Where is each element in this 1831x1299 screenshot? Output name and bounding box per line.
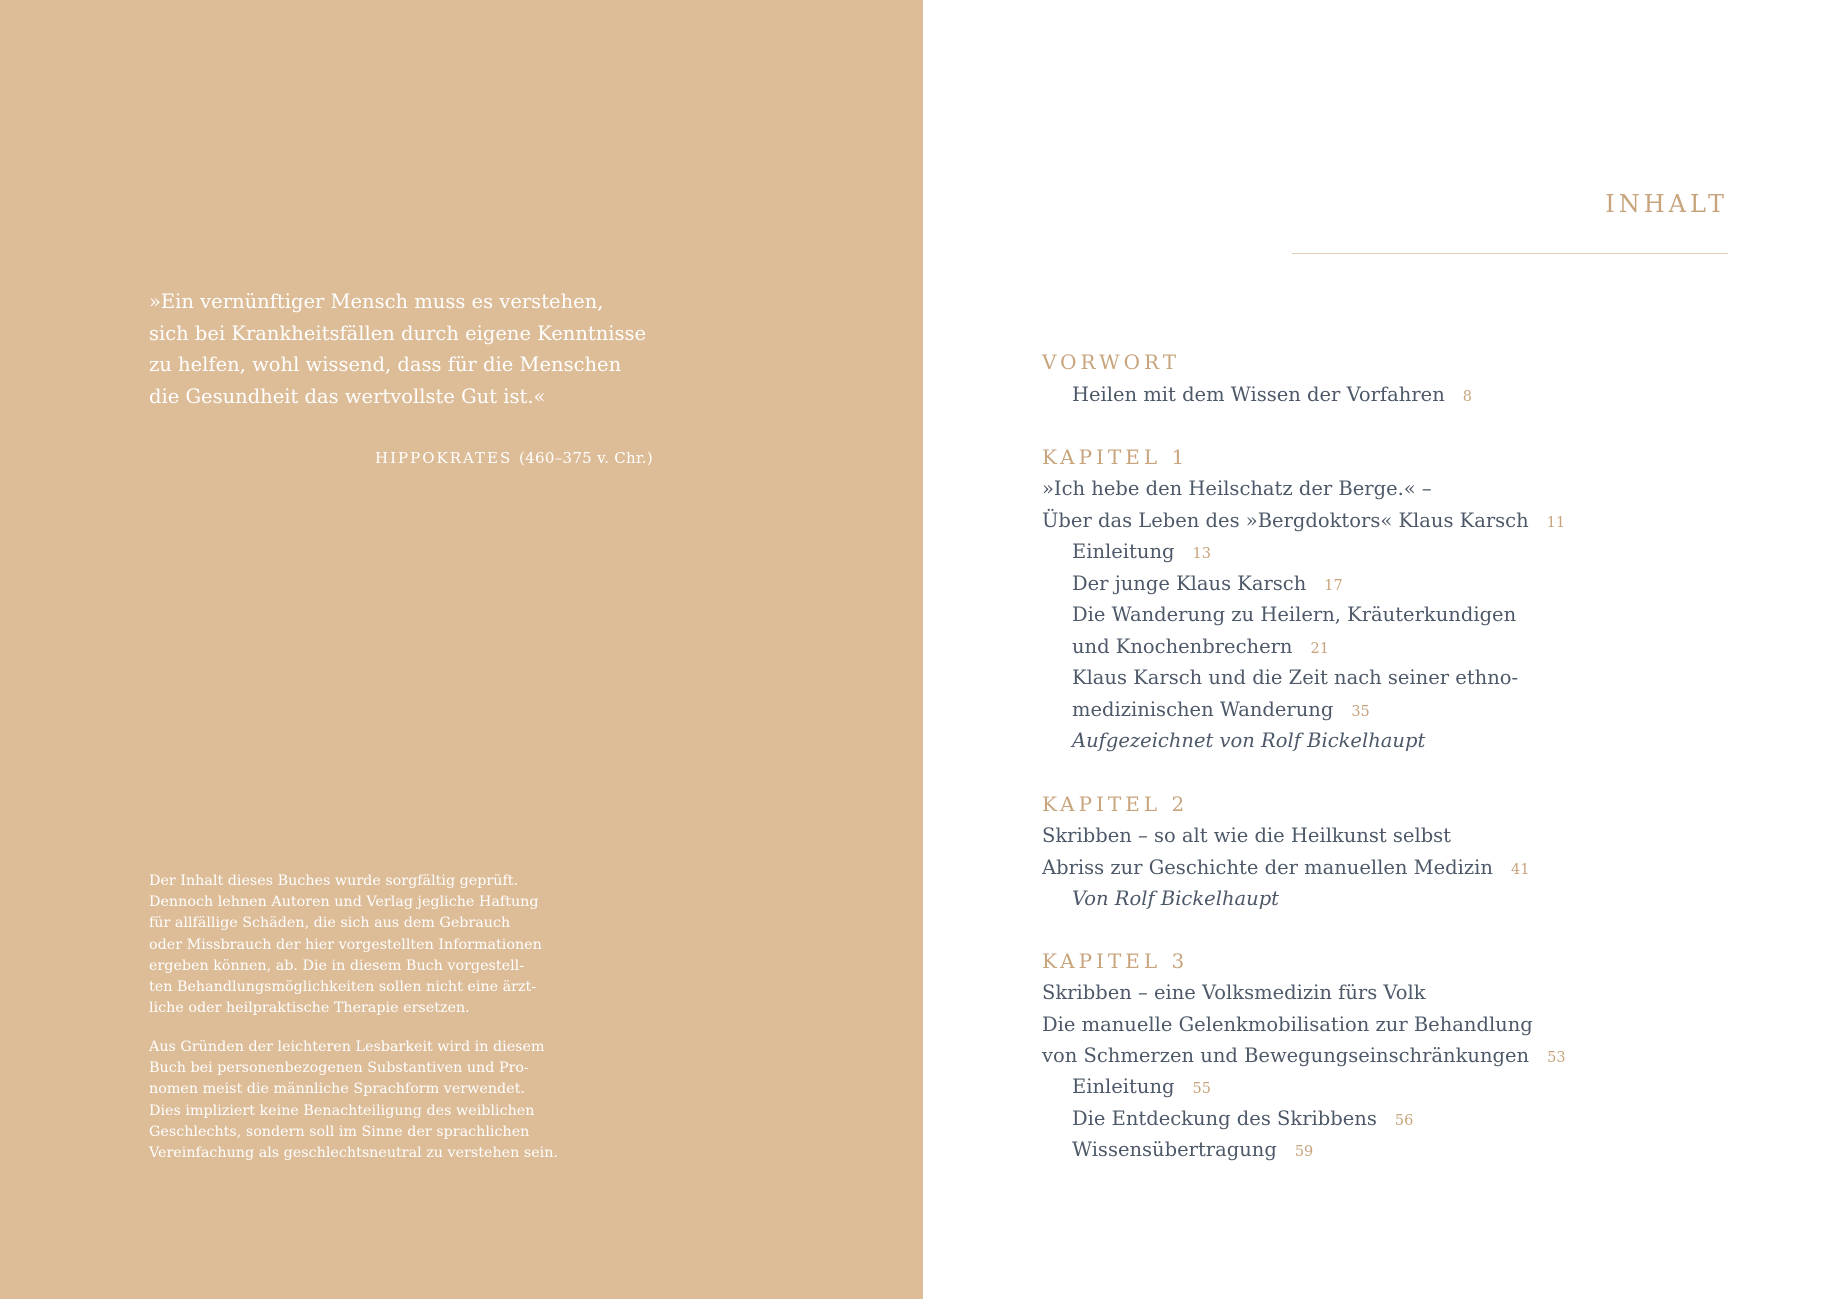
toc-page-number: 11 [1546,515,1566,531]
toc-entry-text: Einleitung [1072,540,1175,563]
toc-entry[interactable] [1072,698,1370,721]
hippocrates-quote [149,286,709,412]
toc-page-number: 55 [1192,1081,1211,1097]
quote-attribution [375,449,653,467]
disclaimer-line: für allfällige Schäden, die sich aus dem Gebrauch [149,915,511,932]
liability-disclaimer [149,871,609,1019]
quote-line: sich bei Krankheitsfällen durch eigene Kenntnisse [149,321,647,345]
disclaimer-line: Dennoch lehnen Autoren und Verlag jegliche Haftung [149,894,539,911]
disclaimer-line: Der Inhalt dieses Buches wurde sorgfältig geprüft. [149,873,519,889]
toc-entry-text: Wissensübertragung [1072,1138,1277,1161]
chapter-heading-text: Abriss zur Geschichte der manuellen Medizin [1042,856,1493,879]
disclaimer-line: Buch bei personenbezogenen Substantiven und Pro- [149,1060,529,1077]
chapter-heading[interactable] [1042,509,1565,532]
toc-entry-text: Heilen mit dem Wissen der Vorfahren [1072,383,1445,406]
toc-page-number: 13 [1192,546,1211,562]
toc-entry[interactable] [1072,666,1518,689]
toc-entry[interactable] [1072,540,1211,563]
section-label-vorwort: VORWORT [1042,350,1181,374]
chapter-heading[interactable] [1042,1044,1566,1067]
disclaimer-line: Aus Gründen der leichteren Lesbarkeit wird in diesem [149,1039,545,1055]
chapter-heading[interactable]: Skribben – eine Volksmedizin fürs Volk [1042,981,1426,1004]
disclaimer-line: oder Missbrauch der hier vorgestellten Informationen [149,936,542,953]
toc-page-number: 35 [1351,704,1370,720]
chapter-heading[interactable] [1042,856,1529,879]
toc-entry[interactable] [1072,383,1472,406]
disclaimer-line: Dies impliziert keine Benachteiligung des weiblichen [149,1102,535,1119]
toc-page-number: 21 [1310,641,1329,657]
toc-entry[interactable] [1072,1075,1211,1098]
right-page [923,0,1831,1299]
toc-entry-text: und Knochenbrechern [1072,635,1293,658]
section-label-kapitel-3: KAPITEL 3 [1042,949,1189,973]
toc-entry[interactable] [1072,635,1329,658]
attribution-name: HIPPOKRATES [375,449,513,467]
disclaimer-line: Geschlechts, sondern soll im Sinne der sprachlichen [149,1123,530,1140]
chapter-heading-text: von Schmerzen und Bewegungseinschränkungen [1042,1044,1530,1067]
disclaimer-line: Vereinfachung als geschlechtsneutral zu verstehen sein. [149,1145,559,1162]
disclaimer-line: ten Behandlungsmöglichkeiten sollen nicht eine ärzt- [149,979,537,996]
toc-entry[interactable] [1072,572,1343,595]
attribution-years: (460–375 v. Chr.) [519,449,654,467]
quote-line: die Gesundheit das wertvollste Gut ist.« [149,384,546,408]
chapter-heading[interactable]: »Ich hebe den Heilschatz der Berge.« – [1042,477,1432,500]
chapter-author: Aufgezeichnet von Rolf Bickelhaupt [1072,729,1426,752]
disclaimer-line: nomen meist die männliche Sprachform verwendet. [149,1081,525,1098]
toc-page-number: 17 [1324,578,1343,594]
toc-entry[interactable] [1072,603,1516,626]
language-note [149,1037,609,1164]
disclaimer-line: liche oder heilpraktische Therapie ersetzen. [149,1000,470,1017]
toc-entry-text: Klaus Karsch und die Zeit nach seiner ethno- [1072,666,1519,689]
quote-line: »Ein vernünftiger Mensch muss es verstehen, [149,290,604,313]
toc-title: INHALT [1605,190,1728,218]
toc-page-number: 8 [1462,389,1472,405]
toc-entry-text: Einleitung [1072,1075,1175,1098]
toc-entry-text: Die Wanderung zu Heilern, Kräuterkundigen [1072,603,1517,626]
toc-entry-text: medizinischen Wanderung [1072,698,1334,721]
toc-page-number: 53 [1547,1050,1566,1066]
toc-entry-text: Der junge Klaus Karsch [1072,572,1307,595]
toc-page-number: 59 [1294,1144,1314,1160]
quote-line: zu helfen, wohl wissend, dass für die Menschen [149,353,622,376]
toc-entry-text: Die Entdeckung des Skribbens [1072,1107,1377,1130]
toc-entry[interactable] [1072,1138,1313,1161]
chapter-heading[interactable]: Skribben – so alt wie die Heilkunst selbst [1042,824,1452,847]
chapter-author: Von Rolf Bickelhaupt [1072,887,1280,910]
section-label-kapitel-1: KAPITEL 1 [1042,445,1189,469]
toc-page-number: 41 [1510,862,1530,878]
title-divider [1292,253,1728,254]
chapter-heading[interactable]: Die manuelle Gelenkmobilisation zur Behandlung [1042,1013,1533,1036]
disclaimer-line: ergeben können, ab. Die in diesem Buch vorgestell- [149,957,525,974]
chapter-heading-text: Über das Leben des »Bergdoktors« Klaus Karsch [1042,509,1529,532]
toc-page-number: 56 [1394,1113,1414,1129]
section-label-kapitel-2: KAPITEL 2 [1042,792,1189,816]
toc-entry[interactable] [1072,1107,1413,1130]
